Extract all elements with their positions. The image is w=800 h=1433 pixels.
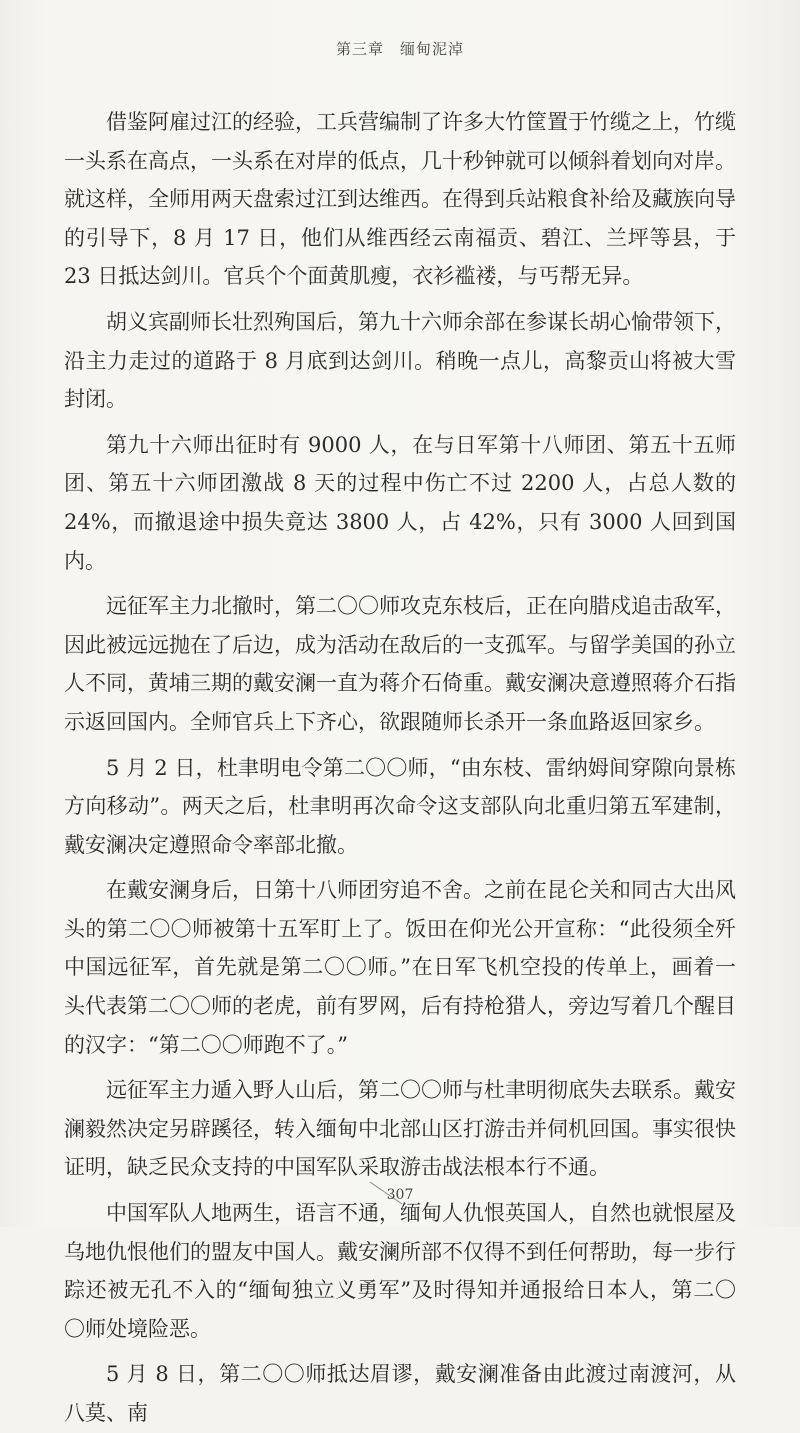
paragraph: 5 月 8 日，第二〇〇师抵达眉谬，戴安澜准备由此渡过南渡河，从八莫、南	[64, 1362, 736, 1425]
paragraph: 中国军队人地两生，语言不通，缅甸人仇恨英国人，自然也就恨屋及乌地仇恨他们的盟友中国人。戴安澜所部不仅得不到任何帮助，每一步行踪还被无孔不入的“缅甸独立义勇军”及时得知并通报给日本人，第二〇〇师处境险恶。	[64, 1201, 736, 1341]
paragraph: 胡义宾副师长壮烈殉国后，第九十六师余部在参谋长胡心愉带领下，沿主力走过的道路于 8 月底到达剑川。稍晚一点儿，高黎贡山将被大雪封闭。	[64, 309, 736, 412]
paragraph: 在戴安澜身后，日第十八师团穷追不舍。之前在昆仑关和同古大出风头的第二〇〇师被第十五军盯上了。饭田在仰光公开宣称：“此役须全歼中国远征军，首先就是第二〇〇师。”在日军飞机空投的传单上，画着一头代表第二〇〇师的老虎，前有罗网，后有持枪猎人，旁边写着几个醒目的汉字：“第二〇〇师跑不了。”	[64, 878, 736, 1057]
paragraph: 远征军主力遁入野人山后，第二〇〇师与杜聿明彻底失去联系。戴安澜毅然决定另辟蹊径，转入缅甸中北部山区打游击并伺机回国。事实很快证明，缺乏民众支持的中国军队采取游击战法根本行不通。	[64, 1078, 736, 1180]
paragraph: 第九十六师出征时有 9000 人，在与日军第十八师团、第五十五师团、第五十六师团激战 8 天的过程中伤亡不过 2200 人，占总人数的 24%，而撤退途中损失竟达 3800 人，占 42%，只有 3000 人回到国内。	[64, 432, 736, 573]
paragraph: 借鉴阿雇过江的经验，工兵营编制了许多大竹筐置于竹缆之上，竹缆一头系在高点，一头系在对岸的低点，几十秒钟就可以倾斜着划向对岸。就这样，全师用两天盘索过江到达维西。在得到兵站粮食补给及藏族向导的引导下，8 月 17 日，他们从维西经云南福贡、碧江、兰坪等县，于 23 日抵达剑川。官兵个个面黄肌瘦，衣衫褴褛，与丐帮无异。	[64, 110, 736, 289]
body-text	[64, 103, 736, 1433]
paragraph: 5 月 2 日，杜聿明电令第二〇〇师，“由东枝、雷纳姆间穿隙向景栋方向移动”。两天之后，杜聿明再次命令这支部队向北重归第五军建制，戴安澜决定遵照命令率部北撤。	[64, 755, 736, 857]
paragraph: 远征军主力北撤时，第二〇〇师攻克东枝后，正在向腊戍追击敌军，因此被远远抛在了后边，成为活动在敌后的一支孤军。与留学美国的孙立人不同，黄埔三期的戴安澜一直为蒋介石倚重。戴安澜决意遵照蒋介石指示返回国内。全师官兵上下齐心，欲跟随师长杀开一条血路返回家乡。	[64, 594, 736, 734]
page-number: 307	[386, 1187, 414, 1203]
running-header: 第三章 缅甸泥淖	[335, 40, 464, 58]
